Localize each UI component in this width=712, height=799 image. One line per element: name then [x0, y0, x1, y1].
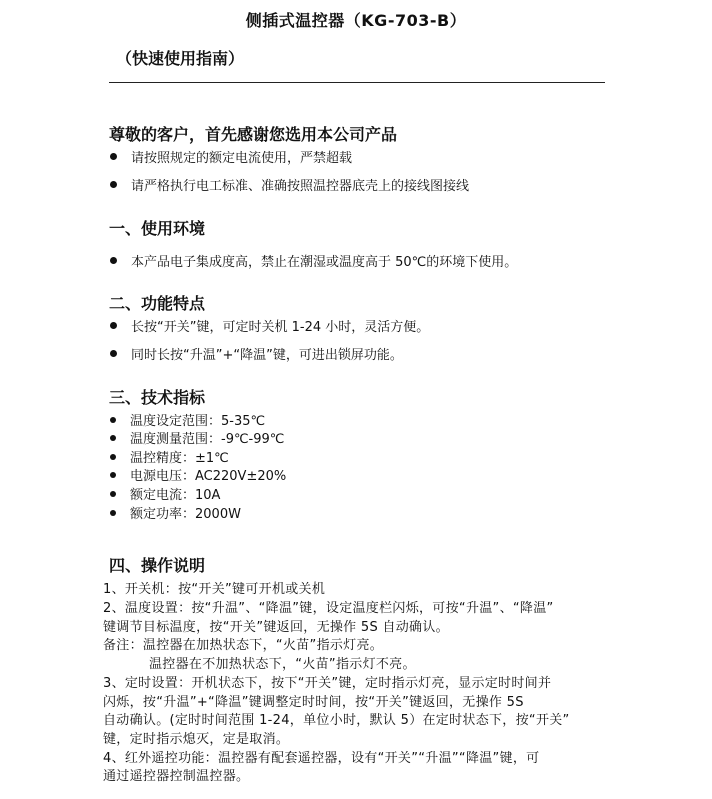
spec-item: 温度设定范围：5-35℃: [109, 414, 265, 430]
bullet-icon: [110, 322, 117, 329]
operation-line: 自动确认。(定时时间范围 1-24，单位小时，默认 5）在定时状态下，按“开关”: [103, 713, 570, 728]
bullet-icon: [110, 417, 116, 423]
operation-line: 通过遥控器控制温控器。: [103, 769, 250, 784]
section-heading-env: 一、使用环境: [109, 219, 206, 238]
spec-item: 额定电流：10A: [109, 488, 220, 504]
env-item: 本产品电子集成度高，禁止在潮湿或温度高于 50℃的环境下使用。: [109, 255, 517, 271]
spec-item: 温度测量范围：-9℃-99℃: [109, 432, 284, 448]
intro-item: 请按照规定的额定电流使用，严禁超载: [109, 151, 352, 167]
bullet-icon: [110, 491, 116, 497]
bullet-icon: [110, 510, 116, 516]
feature-item: 长按“开关”键，可定时关机 1-24 小时，灵活方便。: [109, 320, 429, 336]
bullet-icon: [110, 153, 117, 160]
bullet-icon: [110, 472, 116, 478]
bullet-icon: [110, 181, 117, 188]
operation-line: 3、定时设置：开机状态下，按下“开关”键，定时指示灯亮，显示定时时间并: [103, 676, 552, 691]
document-subtitle: （快速使用指南）: [116, 49, 245, 68]
spec-item: 温控精度：±1℃: [109, 451, 229, 467]
bullet-icon: [110, 435, 116, 441]
bullet-icon: [110, 350, 117, 357]
divider-line: [109, 82, 605, 83]
section-heading-features: 二、功能特点: [109, 294, 206, 313]
section-heading-operation: 四、操作说明: [109, 556, 206, 575]
section-heading-specs: 三、技术指标: [109, 388, 206, 407]
operation-line: 4、红外遥控功能：温控器有配套遥控器，设有“开关”“升温”“降温”键，可: [103, 751, 540, 766]
operation-line: 键，定时指示熄灭，定是取消。: [103, 732, 290, 747]
operation-note: 备注：温控器在加热状态下，“火苗”指示灯亮。: [103, 638, 384, 653]
bullet-icon: [110, 454, 116, 460]
bullet-icon: [110, 257, 117, 264]
intro-item: 请严格执行电工标准、准确按照温控器底壳上的接线图接线: [109, 179, 469, 195]
operation-line: 1、开关机：按“开关”键可开机或关机: [103, 582, 326, 597]
spec-item: 额定功率：2000W: [109, 507, 241, 523]
operation-note: 温控器在不加热状态下，“火苗”指示灯不亮。: [149, 657, 416, 672]
spec-item: 电源电压：AC220V±20%: [109, 469, 286, 485]
document-title: 侧插式温控器（KG-703-B）: [245, 11, 467, 30]
operation-line: 键调节目标温度，按“开关”键返回，无操作 5S 自动确认。: [103, 620, 449, 635]
greeting-heading: 尊敬的客户，首先感谢您选用本公司产品: [109, 125, 398, 144]
feature-item: 同时长按“升温”+“降温”键，可进出锁屏功能。: [109, 348, 403, 364]
operation-line: 2、温度设置：按“升温”、“降温”键，设定温度栏闪烁，可按“升温”、“降温”: [103, 601, 554, 616]
operation-line: 闪烁，按“升温”+“降温”键调整定时时间，按“开关”键返回，无操作 5S: [103, 695, 524, 710]
